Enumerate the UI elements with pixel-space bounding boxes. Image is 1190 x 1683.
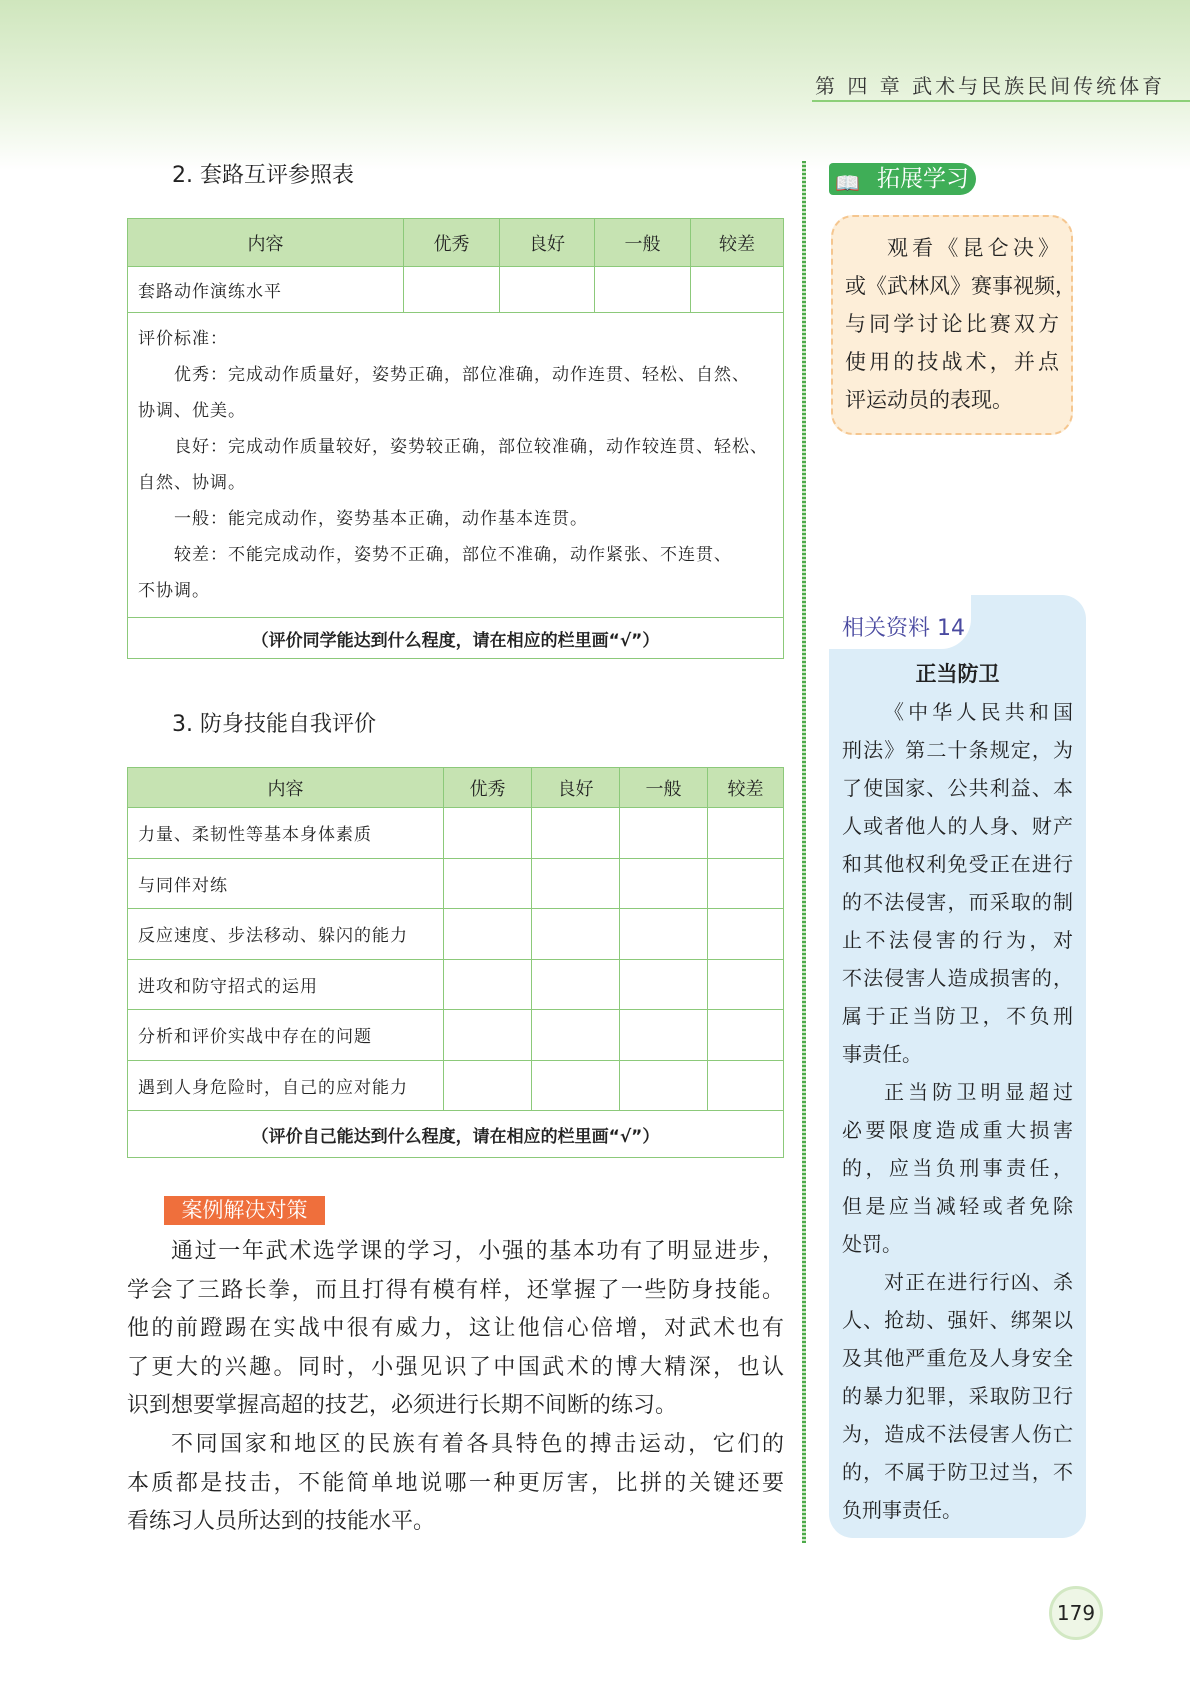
text-line: 属于正当防卫，不负刑: [842, 1004, 1073, 1028]
col-header: 较差: [691, 219, 784, 267]
rating-cell[interactable]: [444, 1060, 532, 1111]
evaluation-criteria: [128, 313, 784, 618]
page-number: 179: [1049, 1586, 1103, 1640]
rating-cell[interactable]: [620, 808, 708, 859]
rating-cell[interactable]: [444, 909, 532, 960]
rating-cell[interactable]: [620, 909, 708, 960]
rating-cell[interactable]: [532, 1010, 620, 1061]
text-line: 和其他权利免受正在进行: [842, 852, 1073, 876]
text-line: 正当防卫明显超过: [884, 1080, 1073, 1104]
criteria-line: 较差：不能完成动作，姿势不正确，部位不准确，动作紧张、不连贯、: [138, 545, 732, 565]
text-line: 对正在进行行凶、杀: [884, 1270, 1073, 1294]
criteria-line: 协调、优美。: [138, 401, 246, 421]
text-line: 或《武林风》赛事视频，: [845, 274, 1076, 298]
text-line: 处罚。: [842, 1232, 902, 1256]
badge-label: 拓展学习: [877, 166, 969, 192]
rating-cell[interactable]: [620, 959, 708, 1010]
section3-title: 3. 防身技能自我评价: [172, 712, 376, 737]
criteria-line: 自然、协调。: [138, 473, 246, 493]
table-row: [128, 959, 784, 1010]
header-divider: [812, 100, 1190, 102]
table-row: [128, 808, 784, 859]
col-header: 良好: [500, 219, 595, 267]
text-line: 不同国家和地区的民族有着各具特色的搏击运动，它们的: [171, 1431, 784, 1457]
col-header: 内容: [128, 768, 444, 808]
text-line: 本质都是技击，不能简单地说哪一种更厉害，比拼的关键还要: [127, 1470, 784, 1496]
text-line: 评运动员的表现。: [845, 388, 1013, 412]
text-line: 观看《昆仑决》: [887, 236, 1059, 260]
text-line: 负刑事责任。: [842, 1498, 962, 1522]
rating-cell[interactable]: [595, 267, 691, 313]
rating-cell[interactable]: [708, 858, 784, 909]
text-line: 刑法》第二十条规定，为: [842, 738, 1073, 762]
col-header: 内容: [128, 219, 404, 267]
rating-cell[interactable]: [620, 1060, 708, 1111]
criteria-line: 优秀：完成动作质量好，姿势正确，部位准确，动作连贯、轻松、自然、: [138, 365, 750, 385]
text-line: 及其他严重危及人身安全: [842, 1346, 1073, 1370]
section2-title: 2. 套路互评参照表: [172, 163, 354, 188]
rating-cell[interactable]: [708, 1060, 784, 1111]
table-row: [128, 267, 784, 313]
rating-cell[interactable]: [708, 909, 784, 960]
text-line: 的，应当负刑事责任，: [842, 1156, 1073, 1180]
rating-cell[interactable]: [708, 808, 784, 859]
rating-cell[interactable]: [708, 1010, 784, 1061]
text-line: 他的前蹬踢在实战中很有威力，这让他信心倍增，对武术也有: [127, 1316, 784, 1342]
criteria-line: 一般：能完成动作，姿势基本正确，动作基本连贯。: [138, 509, 588, 529]
col-header: 优秀: [444, 768, 532, 808]
text-line: 人或者他人的人身、财产: [842, 814, 1073, 838]
row-label: 套路动作演练水平: [128, 267, 404, 313]
related-material-label: 相关资料 14: [842, 616, 965, 641]
col-header: 一般: [595, 219, 691, 267]
case-solution-label: 案例解决对策: [164, 1196, 325, 1225]
table-footer-note: （评价同学能达到什么程度，请在相应的栏里画“√”）: [128, 618, 784, 659]
text-line: 事责任。: [842, 1042, 922, 1066]
rating-cell[interactable]: [444, 808, 532, 859]
text-line: 与同学讨论比赛双方: [845, 312, 1059, 336]
text-line: 《中华人民共和国: [884, 700, 1073, 724]
row-label: 反应速度、步法移动、躲闪的能力: [128, 909, 444, 960]
self-evaluation-table: [127, 767, 784, 1158]
case-text: [127, 1233, 784, 1542]
col-header: 较差: [708, 768, 784, 808]
row-label: 力量、柔韧性等基本身体素质: [128, 808, 444, 859]
peer-evaluation-table: [127, 218, 784, 659]
text-line: 学会了三路长拳，而且打得有模有样，还掌握了一些防身技能。: [127, 1277, 784, 1303]
rating-cell[interactable]: [532, 959, 620, 1010]
extended-learning-box: [831, 215, 1076, 435]
rating-cell[interactable]: [532, 909, 620, 960]
text-line: 的暴力犯罪，采取防卫行: [842, 1384, 1073, 1408]
rating-cell[interactable]: [444, 858, 532, 909]
text-line: 止不法侵害的行为，对: [842, 928, 1073, 952]
table-row: [128, 858, 784, 909]
criteria-line: 评价标准：: [138, 329, 228, 349]
table-header-row: [128, 768, 784, 808]
text-line: 使用的技战术，并点: [845, 350, 1059, 374]
extended-learning-badge: [829, 163, 976, 195]
rating-cell[interactable]: [620, 1010, 708, 1061]
text-line: 人、抢劫、强奸、绑架以: [842, 1308, 1073, 1332]
rating-cell[interactable]: [532, 808, 620, 859]
col-header: 优秀: [404, 219, 500, 267]
table-footer-note: （评价自己能达到什么程度，请在相应的栏里画“√”）: [128, 1111, 784, 1158]
rating-cell[interactable]: [500, 267, 595, 313]
text-line: 了更大的兴趣。同时，小强见识了中国武术的博大精深，也认: [127, 1354, 784, 1380]
row-label: 与同伴对练: [128, 858, 444, 909]
table-row: [128, 909, 784, 960]
col-header: 良好: [532, 768, 620, 808]
related-title: 正当防卫: [915, 662, 1000, 686]
rating-cell[interactable]: [532, 1060, 620, 1111]
rating-cell[interactable]: [532, 858, 620, 909]
row-label: 遇到人身危险时，自己的应对能力: [128, 1060, 444, 1111]
text-line: 但是应当减轻或者免除: [842, 1194, 1073, 1218]
book-magnifier-icon: 📖: [835, 171, 860, 195]
rating-cell[interactable]: [444, 959, 532, 1010]
text-line: 必要限度造成重大损害: [842, 1118, 1073, 1142]
text-line: 为，造成不法侵害人伤亡: [842, 1422, 1073, 1446]
text-line: 了使国家、公共利益、本: [842, 776, 1073, 800]
chapter-header: 第 四 章 武术与民族民间传统体育: [815, 74, 1166, 98]
text-line: 看练习人员所达到的技能水平。: [127, 1509, 436, 1535]
table-row: [128, 1010, 784, 1061]
text-line: 不法侵害人造成损害的，: [842, 966, 1073, 990]
table-header-row: [128, 219, 784, 267]
row-label: 进攻和防守招式的运用: [128, 959, 444, 1010]
text-line: 的，不属于防卫过当，不: [842, 1460, 1073, 1484]
text-line: 通过一年武术选学课的学习，小强的基本功有了明显进步，: [171, 1239, 784, 1264]
criteria-line: 不协调。: [138, 581, 210, 601]
column-divider: [802, 161, 806, 1543]
criteria-line: 良好：完成动作质量较好，姿势较正确，部位较准确，动作较连贯、轻松、: [138, 437, 768, 457]
related-material-text: [842, 655, 1073, 1529]
col-header: 一般: [620, 768, 708, 808]
table-row: [128, 1060, 784, 1111]
rating-cell[interactable]: [620, 858, 708, 909]
rating-cell[interactable]: [691, 267, 784, 313]
rating-cell[interactable]: [444, 1010, 532, 1061]
text-line: 识到想要掌握高超的技艺，必须进行长期不间断的练习。: [127, 1393, 678, 1419]
text-line: 的不法侵害，而采取的制: [842, 890, 1073, 914]
row-label: 分析和评价实战中存在的问题: [128, 1010, 444, 1061]
rating-cell[interactable]: [708, 959, 784, 1010]
rating-cell[interactable]: [404, 267, 500, 313]
